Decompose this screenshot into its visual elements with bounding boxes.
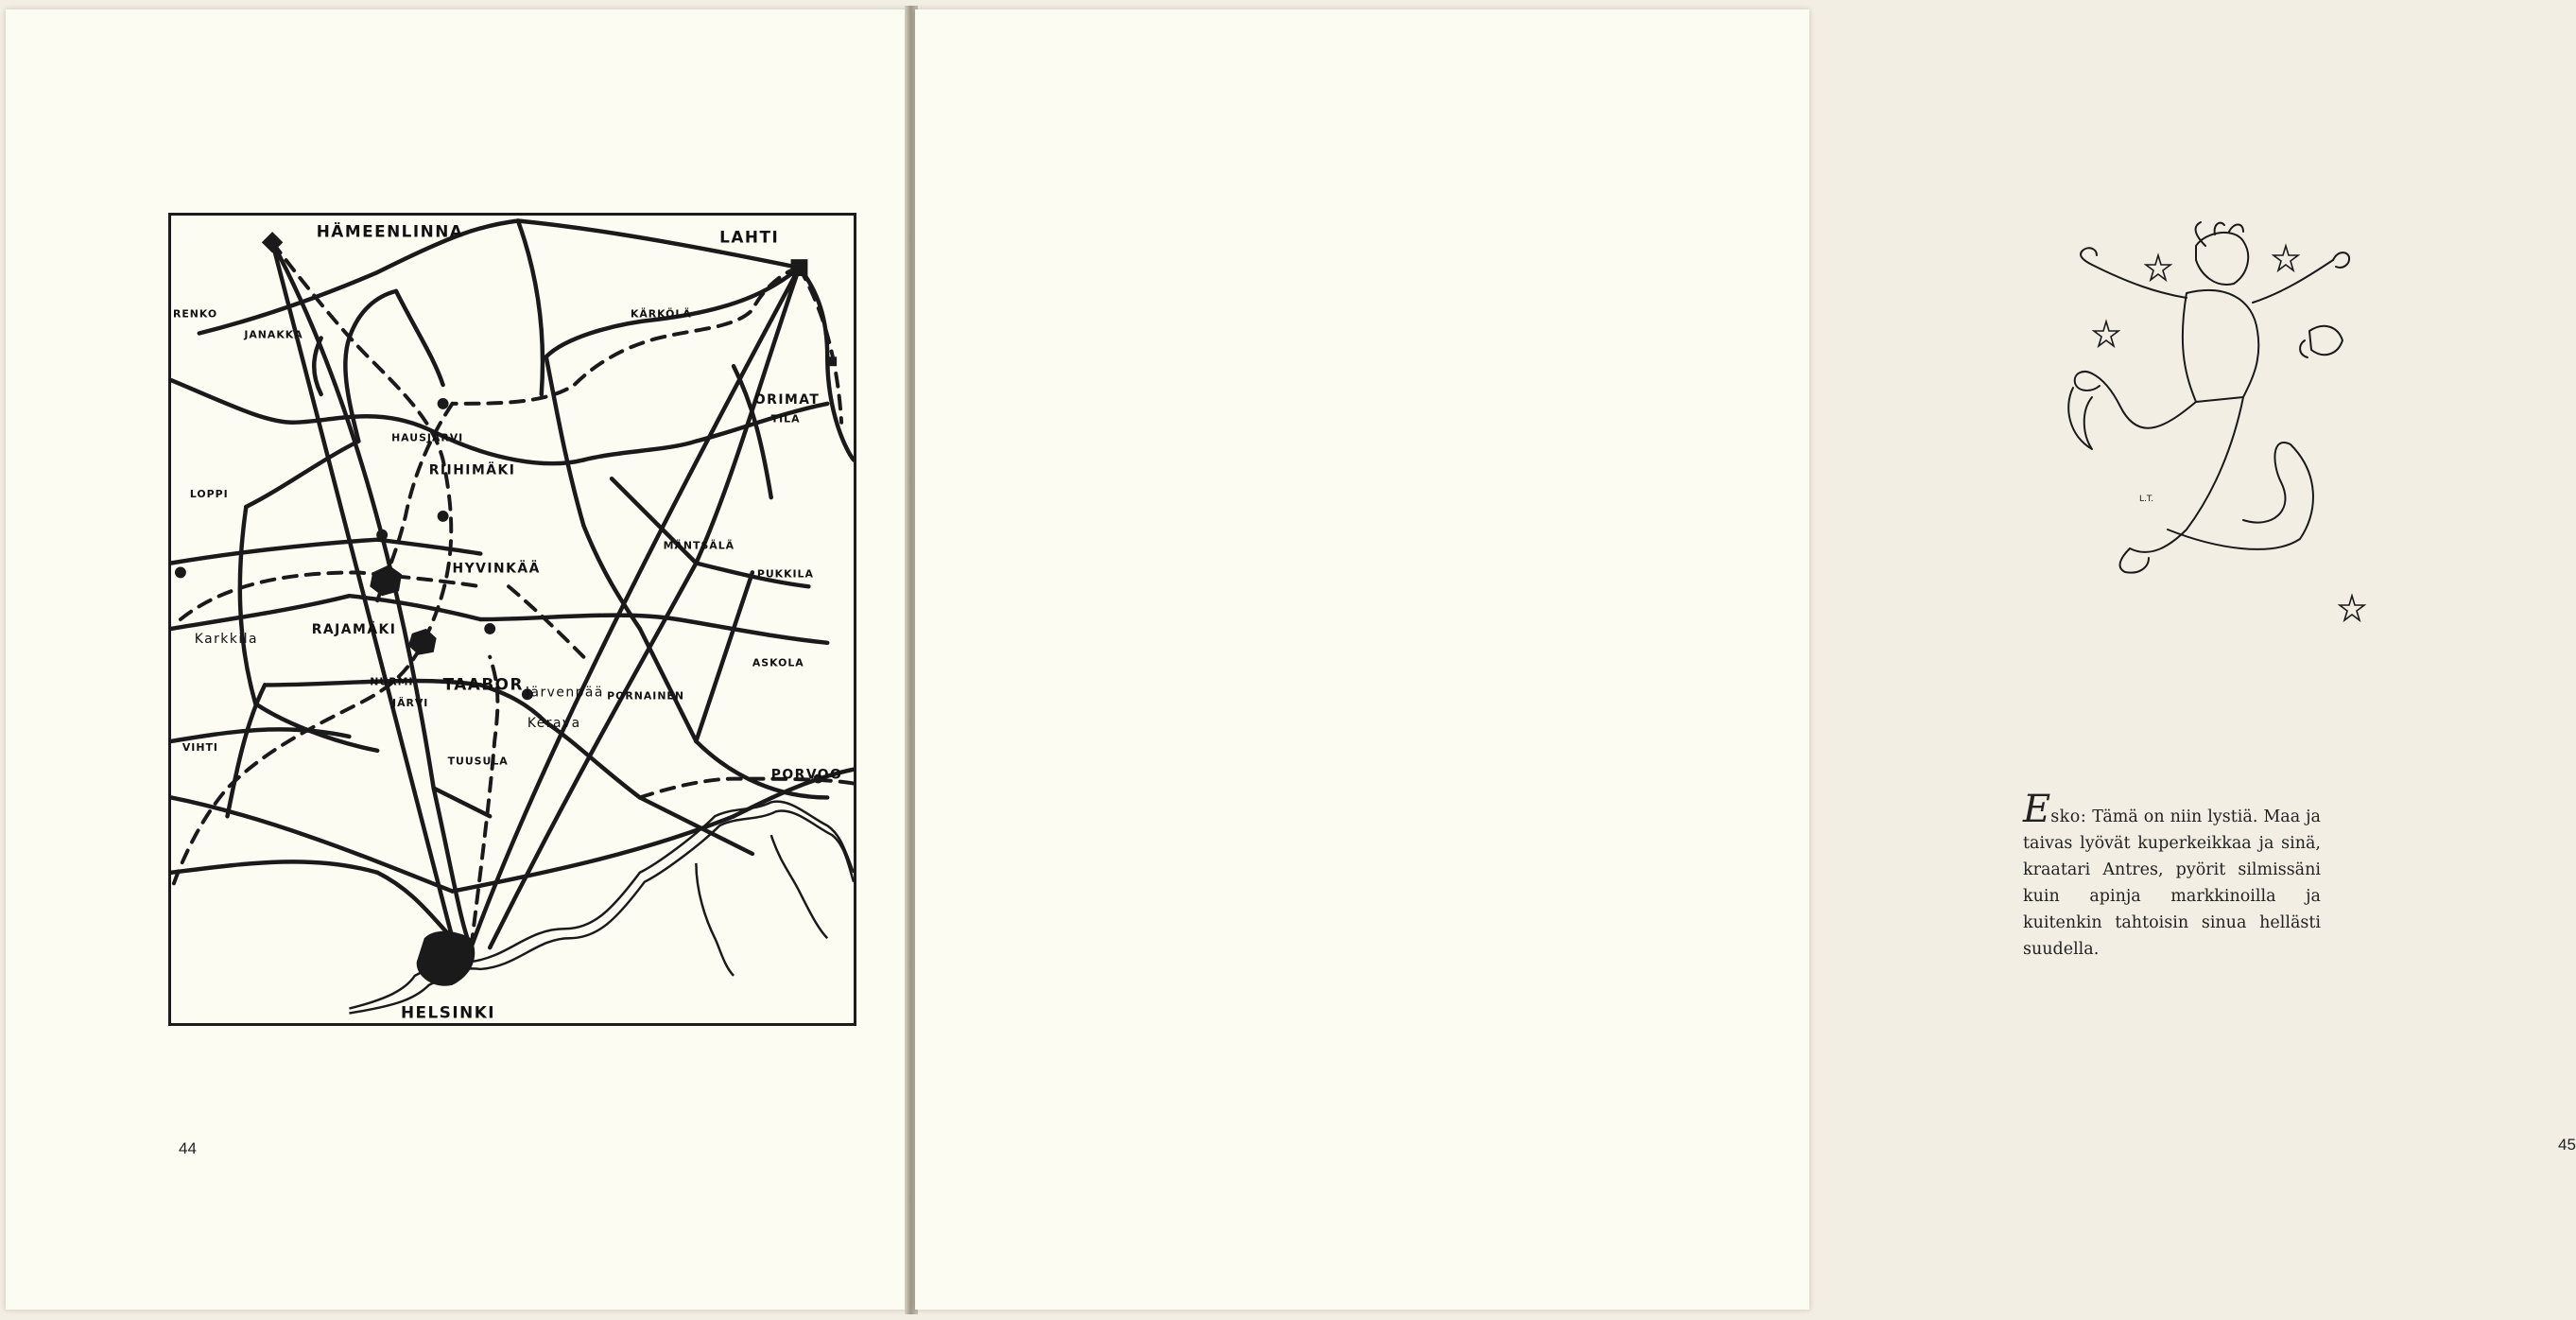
crescent-moon: [2068, 388, 2092, 449]
star: [2094, 321, 2118, 346]
place-tuusula: TUUSULA: [447, 755, 509, 768]
place-helsinki: HELSINKI: [400, 1002, 496, 1022]
figure-right-hand: [2333, 252, 2349, 268]
place-mantsala: MÄNTSÄLÄ: [663, 539, 735, 552]
place-renko: RENKO: [172, 307, 218, 321]
dialogue-text: Tämä on niin lystiä. Maa ja taivas lyövät kuperkeikkaa ja sinä, kraatari Antres, pyörit silmissäni kuin apinja markkinoilla ja kuitenkin tahtoisin sinua hellästi suudella.: [2023, 808, 2321, 959]
place-askola: ASKOLA: [752, 656, 804, 669]
illustration-drawing: [2054, 217, 2376, 634]
place-hyvinkaa: HYVINKÄÄ: [452, 561, 541, 577]
esko-jumping-illustration: [2054, 217, 2376, 634]
figure-left-arm: [2092, 265, 2187, 298]
route-map: [168, 213, 856, 1026]
figure-left-hand: [2081, 248, 2097, 265]
place-pukkila: PUKKILA: [756, 567, 814, 581]
drop-cap: E: [2023, 788, 2051, 831]
star: [2340, 596, 2364, 620]
flying-hat: [2300, 326, 2343, 357]
speaker-name: sko:: [2050, 808, 2087, 826]
page-number-right: 45: [2558, 1136, 2576, 1154]
place-lahti: LAHTI: [719, 227, 780, 247]
place-nurmijarvi-2: JÄRVI: [392, 697, 429, 710]
dialogue-paragraph: [2023, 788, 2321, 963]
page-number-left: 44: [179, 1139, 197, 1157]
place-jarvenpaa: Järvenpää: [525, 685, 604, 701]
place-rajamaki: RAJAMÄKI: [311, 621, 397, 637]
place-hausjarvi: HAUSJÄRVI: [391, 431, 464, 444]
place-karkkila: Karkkila: [194, 631, 259, 647]
star: [2146, 255, 2170, 280]
place-porvoo: PORVOO: [770, 767, 843, 783]
place-riihimaki: RIIHIMÄKI: [428, 462, 516, 478]
figure-left-leg: [2092, 373, 2196, 428]
right-page: [915, 9, 2576, 1310]
map-town-markers: [172, 232, 837, 986]
map-labels: [173, 220, 842, 1021]
illustrator-signature: L.T.: [2139, 495, 2154, 504]
place-hameenlinna: HÄMEENLINNA: [316, 221, 464, 241]
place-orimattila-1: ORIMAT: [753, 391, 821, 408]
place-kerava: Kerava: [527, 716, 581, 732]
star: [2273, 246, 2298, 270]
place-loppi: LOPPI: [189, 488, 229, 501]
place-vihti: VIHTI: [182, 740, 218, 754]
place-karkola: KÄRKÖLÄ: [630, 307, 692, 321]
stars: [2094, 246, 2364, 620]
map-drawing: [171, 216, 854, 1023]
figure-scarf: [2168, 443, 2313, 549]
figure-right-leg: [2130, 397, 2243, 552]
figure-head: [2196, 233, 2248, 285]
figure-torso: [2183, 290, 2258, 402]
place-pornainen: PORNAINEN: [607, 689, 684, 703]
place-taabor: TAABOR: [442, 674, 524, 694]
figure-left-shoe: [2075, 372, 2100, 391]
place-orimattila-2: TILA: [770, 412, 801, 426]
left-page: [6, 9, 908, 1310]
place-janakkala: JANAKKA: [244, 328, 303, 341]
place-nurmijarvi-1: NURMI: [370, 675, 414, 688]
